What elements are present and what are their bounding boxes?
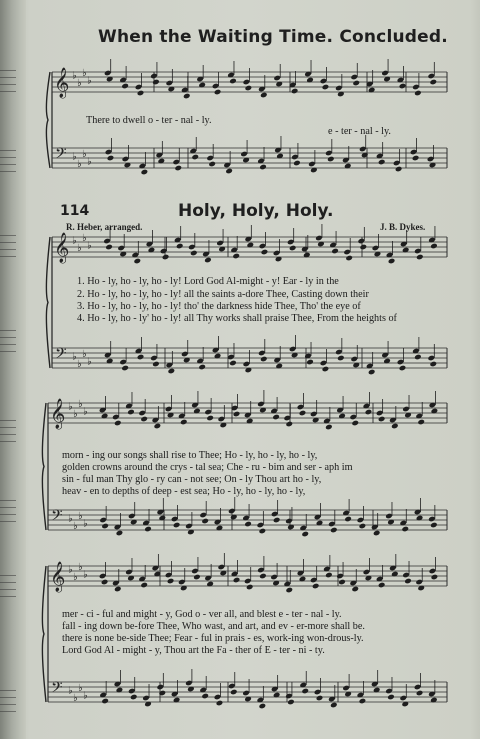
note-head [261,249,269,256]
note-head [414,90,422,97]
note-head [232,253,240,260]
verse-line: 2. Ho - ly, ho - ly, ho - ly! all the saints a-dore Thee, Casting down their [77,289,369,300]
note-head [395,166,403,173]
note-head [430,522,438,529]
note-head [368,369,376,376]
bass-clef-icon: 𝄢 [55,345,67,366]
note-head [105,244,113,251]
system-brace [42,403,46,530]
note-head [154,423,162,430]
system-brace [42,566,46,702]
note-head [301,688,309,695]
note-head [291,88,299,95]
note-head [388,258,396,265]
note-head [345,255,353,262]
note-head [214,89,222,96]
treble-clef-icon: 𝄞 [54,68,70,98]
flat-icon: ♭ [82,68,87,79]
flat-icon: ♭ [82,233,87,244]
note-head [245,85,253,92]
note-head [137,90,145,97]
note-head [260,356,268,363]
note-head [246,584,254,591]
system-brace [46,72,50,168]
note-head [259,703,267,710]
fragment-lyric-line: e - ter - nal - ly. [328,126,391,137]
flat-icon: ♭ [68,401,73,413]
flat-icon: ♭ [87,156,92,168]
note-head [299,410,307,417]
flat-icon: ♭ [83,406,88,418]
flat-icon: ♭ [68,513,73,525]
note-head [391,423,399,430]
verse-line: there is none be-side Thee; Fear - ful in prais - es, work-ing won-drous-ly. [62,633,364,644]
flat-icon: ♭ [77,78,82,89]
flat-icon: ♭ [82,149,87,160]
note-head [260,92,268,99]
music-credit: J. B. Dykes. [380,222,426,232]
note-head [325,572,333,579]
note-head [167,578,175,585]
note-head [272,414,280,421]
flat-icon: ♭ [77,243,82,254]
note-head [378,159,386,166]
treble-clef-icon: 𝄞 [54,233,70,263]
flat-icon: ♭ [87,356,92,368]
note-head [344,516,352,523]
note-head [359,698,367,705]
note-head [162,254,170,261]
flat-icon: ♭ [87,75,92,87]
treble-clef-icon: 𝄞 [50,562,66,592]
note-head [399,365,407,372]
note-head [244,521,252,528]
flat-icon: ♭ [83,518,88,530]
hymn-number: 114 [60,203,90,219]
flat-icon: ♭ [73,572,78,583]
verse-line: 4. Ho - ly, ho - ly' ho - ly! all Thy works shall praise Thee, From the heights of [77,313,397,324]
note-head [193,574,201,581]
note-head [338,579,346,586]
flat-icon: ♭ [78,511,83,522]
note-head [127,409,135,416]
note-head [416,690,424,697]
note-head [273,517,281,524]
note-head [285,587,293,594]
bass-clef-icon: 𝄢 [51,679,63,700]
note-head [173,522,181,529]
note-head [140,582,148,589]
note-head [404,578,412,585]
verse-line: fall - ing down be-fore Thee, Who wast, and art, and ev - er-more shall be. [62,621,365,632]
note-head [359,523,367,530]
flat-icon: ♭ [72,70,77,82]
note-head [430,361,438,368]
flat-icon: ♭ [78,399,83,410]
note-head [101,698,109,705]
note-head [116,530,124,537]
note-head [312,583,320,590]
note-head [180,419,188,426]
verse-line: 1. Ho - ly, ho - ly, ho - ly! Lord God Al-might - y! Ear - ly in the [77,276,339,287]
note-head [330,702,338,709]
note-head [293,160,301,167]
note-head [191,154,199,161]
note-head [107,155,115,162]
note-head [130,694,138,701]
verse-line: Lord God Al - might - y, Thou art the Fa - ther of E - ter - ni - ty. [62,645,325,656]
note-head [325,424,333,431]
note-head [229,360,237,367]
note-head [414,354,422,361]
note-head [176,243,184,250]
note-head [259,573,267,580]
hymn-title: Holy, Holy, Holy. [178,201,334,221]
flat-icon: ♭ [87,240,92,252]
flat-icon: ♭ [78,562,83,573]
note-head [259,164,267,171]
note-head [351,420,359,427]
flat-icon: ♭ [73,693,78,704]
flat-icon: ♭ [68,564,73,576]
note-head [233,577,241,584]
note-head [121,365,129,372]
flat-icon: ♭ [77,359,82,370]
note-head [140,416,148,423]
note-head [430,243,438,250]
flat-icon: ♭ [72,351,77,363]
note-head [360,244,368,251]
flat-icon: ♭ [72,151,77,163]
note-head [141,169,149,176]
flat-icon: ♭ [78,683,83,694]
flat-icon: ♭ [73,409,78,420]
note-head [121,83,129,90]
note-head [322,366,330,373]
note-head [430,79,438,86]
note-head [152,361,160,368]
note-head [327,156,335,163]
flat-icon: ♭ [83,690,88,702]
note-head [387,694,395,701]
note-head [351,586,359,593]
treble-clef-icon: 𝄞 [50,399,66,429]
note-head [101,579,109,586]
note-head [137,354,145,361]
note-head [378,416,386,423]
note-head [174,165,182,172]
note-head [352,80,360,87]
verse-line: golden crowns around the crys - tal sea; Che - ru - bim and ser - aph im [62,462,353,473]
note-head [114,420,122,427]
note-head [365,409,373,416]
note-head [190,250,198,257]
note-head [431,574,439,581]
note-head [316,695,324,702]
flat-icon: ♭ [82,349,87,360]
flat-icon: ♭ [83,569,88,581]
note-head [401,526,409,533]
flat-icon: ♭ [77,159,82,170]
verse-line: morn - ing our songs shall rise to Thee; Ho - ly, ho - ly, ho - ly, [62,450,318,461]
note-head [331,248,339,255]
bass-clef-icon: 𝄢 [55,145,67,166]
system-brace [46,237,50,368]
verse-line: 3. Ho - ly, ho - ly, ho - ly! tho' the darkness hide Thee, Tho' the eye of [77,301,361,312]
bass-clef-icon: 𝄢 [51,507,63,528]
note-head [301,531,309,538]
note-head [417,419,425,426]
verse-line: mer - ci - ful and might - y, God o - ver all, and blest e - ter - nal - ly. [62,609,342,620]
header-title: When the Waiting Time. Concluded. [98,27,448,47]
note-head [230,689,238,696]
note-head [399,83,407,90]
note-head [201,518,209,525]
note-head [114,586,122,593]
note-head [285,421,293,428]
note-head [134,258,142,265]
note-head [144,526,152,533]
note-head [322,84,330,91]
note-head [259,528,267,535]
note-head [306,359,314,366]
note-head [416,254,424,261]
note-head [233,411,241,418]
note-head [101,523,109,530]
note-head [168,368,176,375]
note-head [216,700,224,707]
note-head [206,415,214,422]
note-head [225,168,233,175]
flat-icon: ♭ [73,521,78,532]
note-head [289,245,297,252]
fragment-lyric-line: There to dwell o - ter - nal - ly. [86,115,212,126]
note-head [287,699,295,706]
verse-line: sin - ful man Thy glo - ry can - not see; On - ly Thou art ho - ly, [62,474,322,485]
note-head [198,364,206,371]
note-head [378,582,386,589]
note-head [152,79,160,86]
flat-icon: ♭ [72,235,77,247]
words-credit: R. Heber, arranged. [66,222,143,232]
note-head [201,693,209,700]
note-head [204,257,212,264]
note-head [208,161,216,168]
note-head [337,355,345,362]
note-head [330,527,338,534]
note-head [229,78,237,85]
note-head [373,530,381,537]
note-head [183,93,191,100]
flat-icon: ♭ [68,685,73,697]
verse-line: heav - en to depths of deep - est sea; Ho - ly, ho - ly, ho - ly, [62,486,306,497]
note-head [412,155,420,162]
